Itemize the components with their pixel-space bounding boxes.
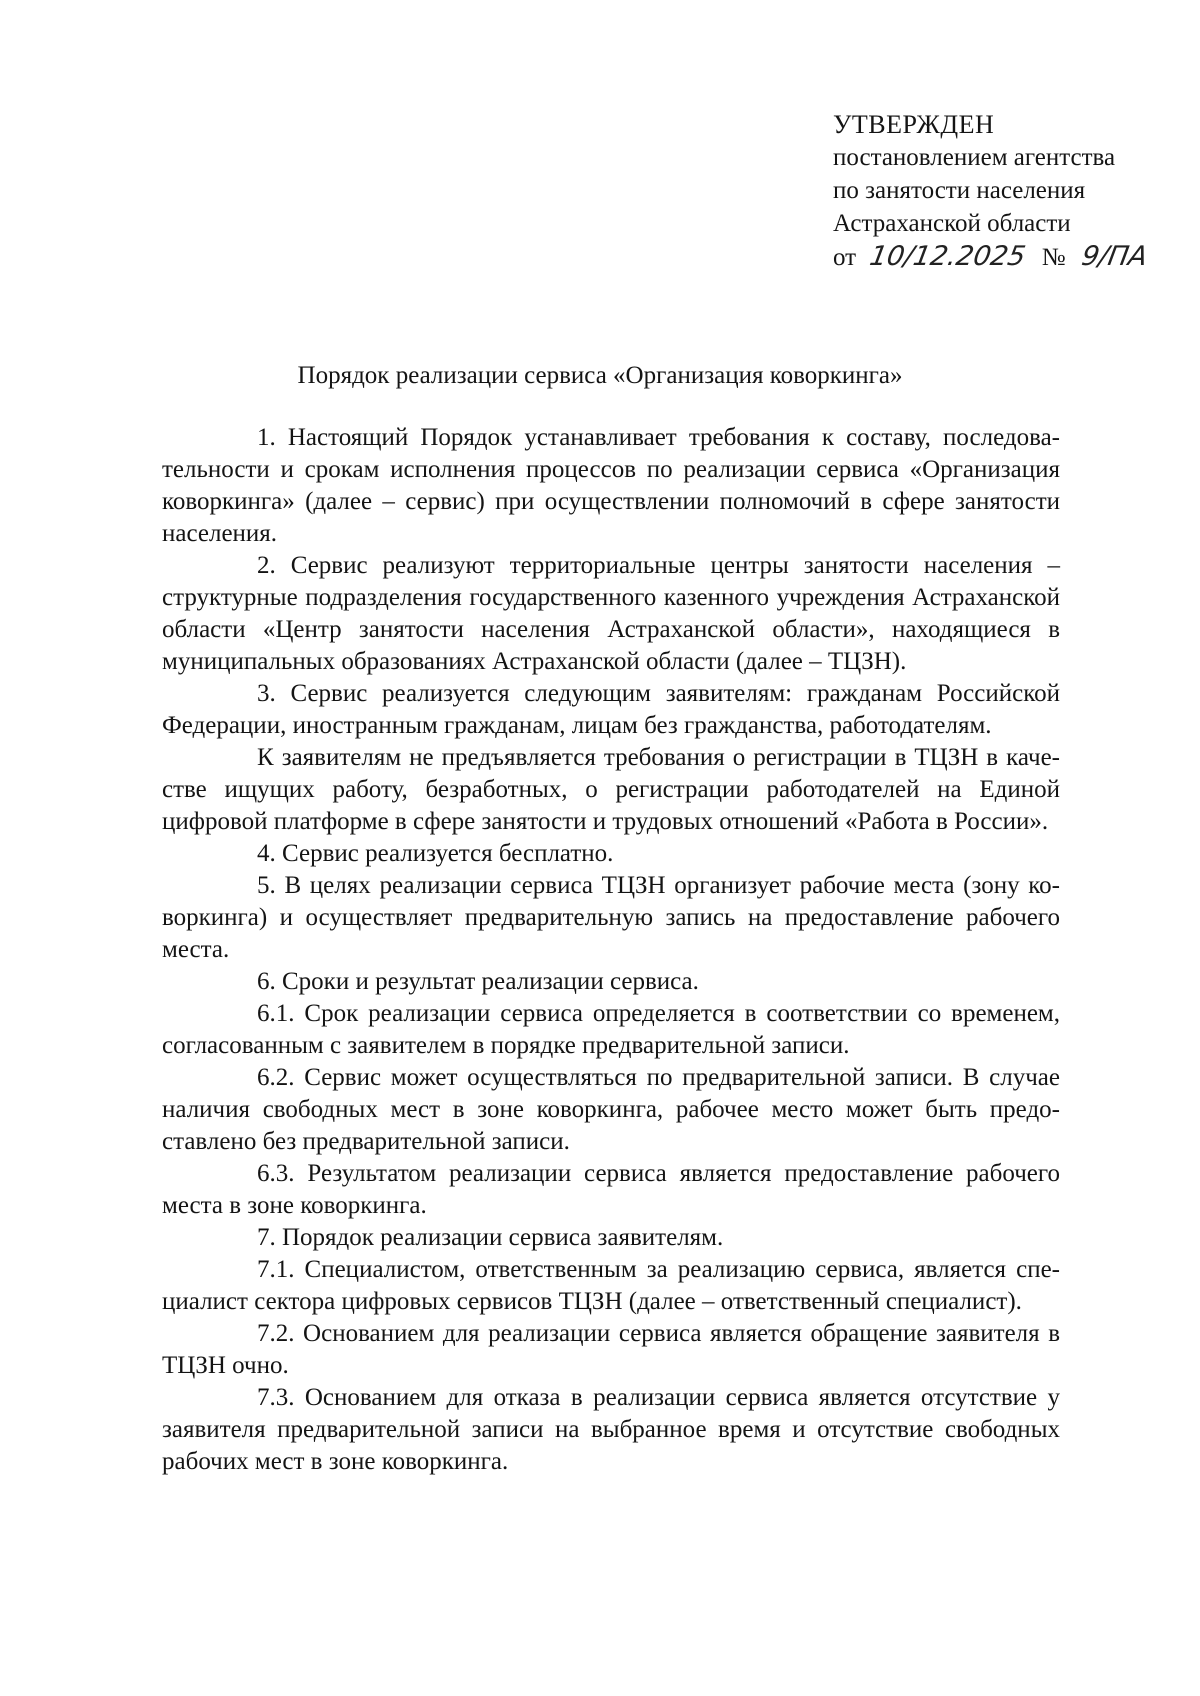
paragraph-5: 5. В целях реализации сервиса ТЦЗН организует рабочие места (зону коворкинга) и осуществляет предварительную запись на предоставление рабочего места. [162, 872, 1060, 963]
approval-line-2: по занятости населения [833, 177, 1086, 204]
paragraph-6-2: 6.2. Сервис может осуществляться по предварительной записи. В случае наличия свободных мест в зоне коворкинга, рабочее место может быть предоставлено без предварительной записи. [162, 1064, 1060, 1155]
paragraph-3: 3. Сервис реализуется следующим заявителям: гражданам Российской Федерации, иностранным гражданам, лицам без гражданства, работодателям. [162, 680, 1060, 739]
approval-line-1: постановлением агентства [833, 144, 1116, 171]
paragraph-7-3: 7.3. Основанием для отказа в реализации сервиса является отсутствие у заявителя предварительной записи на выбранное время и отсутствие свободных рабочих мест в зоне коворкинга. [162, 1384, 1060, 1475]
handwritten-date: 10/12.2025 [867, 241, 1029, 272]
number-sign: № [1041, 244, 1066, 271]
document-title: Порядок реализации сервиса «Организация коворкинга» [297, 362, 903, 389]
paragraph-4: 4. Сервис реализуется бесплатно. [257, 840, 614, 867]
date-prefix: от [833, 244, 857, 271]
paragraph-6-1: 6.1. Срок реализации сервиса определяется в соответствии со временем, согласованным с заявителем в порядке предварительной записи. [162, 1000, 1060, 1059]
paragraph-6: 6. Сроки и результат реализации сервиса. [257, 968, 699, 995]
paragraph-1: 1. Настоящий Порядок устанавливает требования к составу, последовательности и срокам исполнения процессов по реализации сервиса «Организация коворкинга» (далее – сервис) при осуществлении полномочий в сфере занятости населения. [162, 424, 1060, 547]
approval-stamp-block [833, 108, 1150, 274]
approval-line-3: Астраханской области [833, 210, 1071, 237]
paragraph-7: 7. Порядок реализации сервиса заявителям. [257, 1224, 724, 1251]
approval-date-line [833, 240, 1150, 274]
paragraph-6-3: 6.3. Результатом реализации сервиса является предоставление рабочего места в зоне коворкинга. [162, 1160, 1060, 1219]
approval-heading: УТВЕРЖДЕН [833, 110, 995, 139]
paragraph-3-note: К заявителям не предъявляется требования о регистрации в ТЦЗН в качестве ищущих работу, безработных, о регистрации работодателей на Единой цифровой платформе в сфере занятости и трудовых отношений «Работа в России». [162, 744, 1060, 835]
paragraph-2: 2. Сервис реализуют территориальные центры занятости населения – структурные подразделения государственного казенного учреждения Астраханской области «Центр занятости населения Астраханской области», находящиеся в муниципальных образованиях Астраханской области (далее – ТЦЗН). [162, 552, 1060, 675]
paragraph-7-2: 7.2. Основанием для реализации сервиса является обращение заявителя в ТЦЗН очно. [162, 1320, 1060, 1379]
document-body [162, 422, 1060, 1478]
paragraph-7-1: 7.1. Специалистом, ответственным за реализацию сервиса, является специалист сектора цифровых сервисов ТЦЗН (далее – ответственный специалист). [162, 1256, 1060, 1315]
handwritten-number: 9/ПА [1079, 241, 1150, 272]
